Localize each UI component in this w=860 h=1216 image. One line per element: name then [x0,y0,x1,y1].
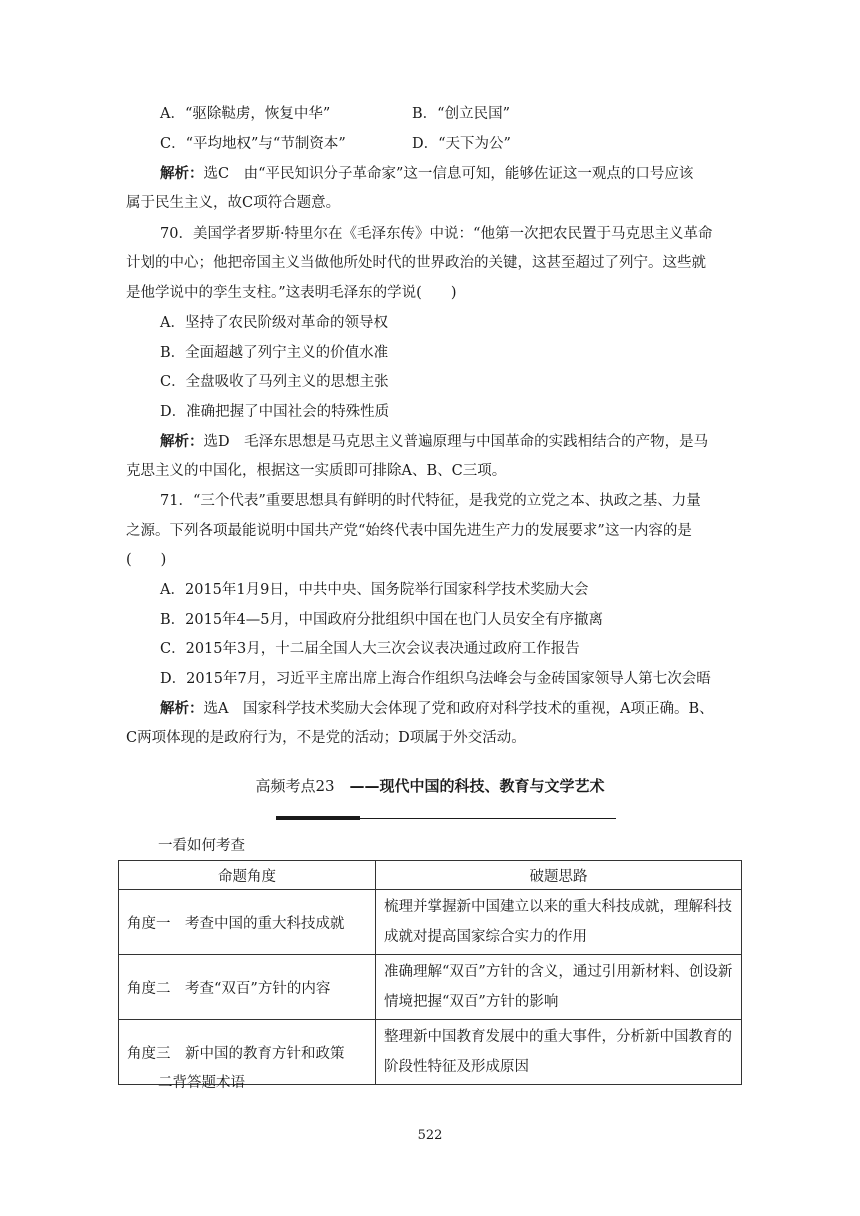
q71-stem-line3: ( ) [126,552,167,568]
table-cell-idea: 整理新中国教育发展中的重大事件，分析新中国教育的阶段性特征及形成原因 [376,1020,742,1085]
table-cell-idea: 梳理并掌握新中国建立以来的重大科技成就，理解科技成就对提高国家综合实力的作用 [376,890,742,955]
q71-option-b: B．2015年4—5月，中国政府分批组织中国在也门人员安全有序撤离 [160,612,604,628]
analysis-label: 解析： [160,434,204,450]
q69-option-d: D．“天下为公” [412,136,511,152]
q71-option-c: C．2015年3月，十二届全国人大三次会议表决通过政府工作报告 [160,641,580,657]
table-cell-idea: 准确理解“双百”方针的含义，通过引用新材料、创设新情境把握“双百”方针的影响 [376,955,742,1020]
q71-analysis-line1 [160,699,714,719]
q70-stem-line1: 70．美国学者罗斯·特里尔在《毛泽东传》中说：“他第一次把农民置于马克思主义革命 [160,226,713,242]
table-header-angle: 命题角度 [119,861,376,890]
q70-option-c: C．全盘吸收了马列主义的思想主张 [160,374,389,390]
q71-option-d: D．2015年7月，习近平主席出席上海合作组织乌法峰会与金砖国家领导人第七次会晤 [160,671,711,687]
q70-analysis-line1 [160,432,708,452]
subheading-yikan: 一看如何考查 [158,838,245,854]
q69-analysis-line1 [160,164,693,184]
table-cell-angle: 角度二 考查“双百”方针的内容 [119,955,376,1020]
section-divider-accent [276,816,360,820]
q70-stem-line2: 计划的中心；他把帝国主义当做他所处时代的世界政治的关键，这甚至超过了列宁。这些就 [126,255,706,271]
analysis-text: 选D 毛泽东思想是马克思主义普遍原理与中国革命的实践相结合的产物，是马 [203,434,709,450]
q69-option-c: C．“平均地权”与“节制资本” [160,136,346,152]
q71-stem-line2: 之源。下列各项最能说明中国共产党“始终代表中国先进生产力的发展要求”这一内容的是 [126,523,692,539]
q70-option-b: B．全面超越了列宁主义的价值水准 [160,345,389,361]
analysis-text: 选C 由“平民知识分子革命家”这一信息可知，能够佐证这一观点的口号应该 [203,166,694,182]
analysis-text: 选A 国家科学技术奖励大会体现了党和政府对科学技术的重视，A项正确。B、 [203,701,714,717]
q71-stem-line1: 71．“三个代表”重要思想具有鲜明的时代特征，是我党的立党之本、执政之基、力量 [160,493,701,509]
q70-analysis-line2: 克思主义的中国化，根据这一实质即可排除A、B、C三项。 [126,463,507,479]
table-header-idea: 破题思路 [376,861,742,890]
analysis-label: 解析： [160,166,204,182]
subheading-erbei: 二背答题术语 [158,1075,245,1091]
q69-option-b: B．“创立民国” [412,106,510,122]
q71-analysis-line2: C两项体现的是政府行为，不是党的活动；D项属于外交活动。 [126,730,526,746]
exam-angle-table [118,860,742,1085]
q70-stem-line3: 是他学说中的孪生支柱。”这表明毛泽东的学说( ) [126,285,457,301]
section-title-sub: ——现代中国的科技、教育与文学艺术 [349,777,605,795]
analysis-label: 解析： [160,701,204,717]
page-number: 522 [417,1128,443,1143]
table-row [119,890,742,955]
table-cell-angle: 角度一 考查中国的重大科技成就 [119,890,376,955]
q69-option-a: A．“驱除鞑虏，恢复中华” [160,106,331,122]
table-header-row [119,861,742,890]
q71-option-a: A．2015年1月9日，中共中央、国务院举行国家科学技术奖励大会 [160,582,589,598]
section-title-prefix: 高频考点23 [255,777,350,795]
table-row [119,955,742,1020]
q69-analysis-line2: 属于民生主义，故C项符合题意。 [126,195,341,211]
q70-option-a: A．坚持了农民阶级对革命的领导权 [160,315,388,331]
q70-option-d: D．准确把握了中国社会的特殊性质 [160,404,390,420]
section-title [0,776,860,796]
table-cell-angle: 角度三 新中国的教育方针和政策 [119,1020,376,1085]
